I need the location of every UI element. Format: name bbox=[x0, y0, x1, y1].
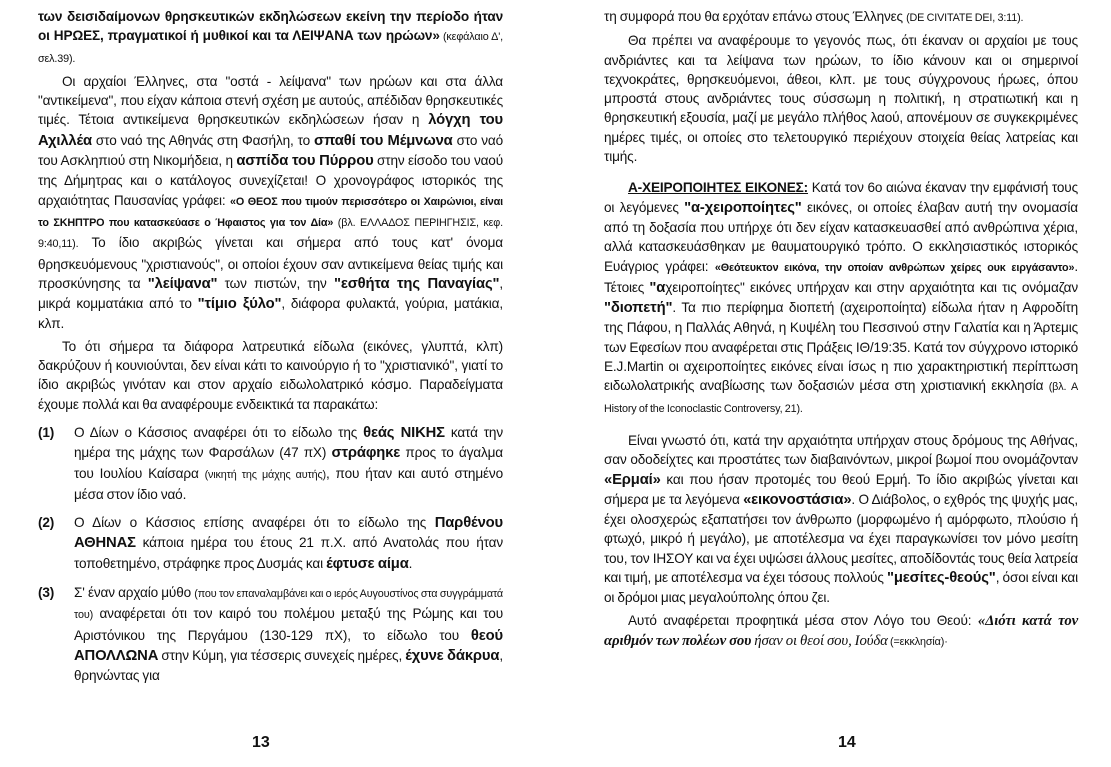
page-number: 13 bbox=[252, 734, 270, 751]
right-paragraph-4 bbox=[604, 611, 1078, 653]
text-run: "λείψανα" bbox=[147, 275, 218, 292]
text-run: "διοπετή" bbox=[604, 300, 673, 317]
text-run: "μεσίτες-θεούς" bbox=[886, 570, 996, 587]
text-run: , που ήταν και αυτό στημένο μέσα στον ίδιο ναό. bbox=[74, 465, 503, 502]
text-run: έφτυσε αίμα bbox=[326, 555, 409, 572]
text-run: «Θεότευκτον εικόνα, την οποίαν ανθρώπων χείρες ουκ ειργάσαντο» bbox=[714, 261, 1075, 274]
text-run: «Ο ΘΕΟΣ που τιμούν περισσότερο οι Χαιρώνιοι, είναι το ΣΚΗΠΤΡΟ που κατασκεύασε ο Ήφαιστος για τον Δία» bbox=[38, 195, 504, 229]
text-run: , όσοι είναι και οι δρόμοι μιας μεγαλούπολης όπου ζει. bbox=[604, 570, 1079, 606]
text-run: "α-χειροποίητες" bbox=[684, 199, 802, 216]
text-run: Το ότι σήμερα τα διάφορα λατρευτικά είδωλα (εικόνες, γλυπτά, κλπ) δακρύζουν ή κουνιούνται, δεν είναι κάτι το καινούργιο ή το "χριστιανικό", γιατί το ίδιο ακριβώς γινόταν και στον αρχαίο ειδωλολατρικό κόσμο. Παραδείγματα έχουμε πολλά και θα αναφέρουμε ενδεικτικά τα παρακάτω: bbox=[38, 338, 503, 412]
left-page bbox=[38, 0, 503, 767]
text-run: Παρθένου ΑΘΗΝΑΣ bbox=[74, 515, 503, 552]
text-run: ήσαν οι θεοί σου, Ιούδα bbox=[751, 632, 888, 649]
text-run: στην Κύμη, για τέσσερις συνεχείς ημέρες, bbox=[158, 647, 406, 663]
text-run: . Τέτοιες bbox=[604, 258, 1078, 295]
right-paragraph-1 bbox=[604, 31, 1078, 166]
left-paragraph-2 bbox=[38, 337, 503, 414]
text-run: θεού ΑΠΟΛΛΩΝΑ bbox=[74, 627, 503, 664]
text-run: (κεφάλαιο Δ', σελ.39). bbox=[38, 31, 503, 65]
text-run: . Ο Διάβολος, ο εχθρός της ψυχής μας, έχει ολοσχερώς εξαπατήσει τον άνθρωπο (μορφωμένο ή αμόρφωτο, πλούσιο ή φτωχό, μικρό ή μεγάλο), με αποτέλεσμα να έχει παραγκωνίσει τον μόνο μεσίτη του, τον ΙΗΣΟΥ και να έχει υψώσει άλλους μεσίτες, αποδίδοντάς τους θεία λατρεία και τιμή, με αποτέλεσμα να έχει τόσους πολλούς bbox=[604, 491, 1078, 586]
text-run: προς το άγαλμα του Ιουλίου Καίσαρα bbox=[74, 445, 504, 481]
list-item bbox=[38, 513, 503, 574]
text-run: "τίμιο ξύλο" bbox=[197, 296, 282, 313]
text-run: χειροποίητες" εικόνες υπήρχαν και στην αρχαιότητα και τις ονόμαζαν bbox=[665, 279, 1078, 295]
text-run: «Διότι κατά τον αριθμόν των πολέων σου bbox=[604, 612, 1078, 649]
text-run: αναφέρεται ότι τον καιρό του πολέμου μεταξύ της Ρώμης και του Αριστόνικου της Περγάμου (130-129 πΧ), το είδωλο του bbox=[74, 606, 503, 643]
text-run: Ο Δίων ο Κάσσιος επίσης αναφέρει ότι το είδωλο της bbox=[74, 515, 435, 531]
page-number: 14 bbox=[838, 734, 856, 751]
text-run: (νικητή της μάχης αυτής) bbox=[204, 468, 326, 481]
text-run: (DE CIVITATE DEI, 3:11). bbox=[906, 12, 1024, 24]
left-paragraph-1 bbox=[38, 72, 503, 334]
text-run: . bbox=[408, 555, 413, 571]
list-item-number: (1) bbox=[38, 424, 55, 440]
text-run: και που ήσαν προτομές του θεού Ερμή. Το ίδιο ακριβώς γίνεται και σήμερα με τα λεγόμενα bbox=[604, 471, 1078, 507]
text-run: Αυτό αναφέρεται προφητικά μέσα στον Λόγο του Θεού: bbox=[628, 612, 978, 628]
text-run: Κατά τον 6ο αιώνα έκαναν την εμφάνισή τους οι λεγόμενες bbox=[604, 180, 1078, 215]
text-run: Οι αρχαίοι Έλληνες, στα "οστά - λείψανα" των ηρώων και στα άλλα "αντικείμενα", που είχαν κάποια στενή σχέση με αυτούς, απέδιδαν θρησκευτικές τιμές. Τέτοια αντικείμενα θρησκευτικών εκδηλώσεων ήσαν η bbox=[38, 73, 503, 128]
right-page-text bbox=[604, 7, 1078, 652]
text-run: (=εκκλησία)· bbox=[887, 635, 948, 648]
right-page bbox=[604, 0, 1078, 767]
text-run: Είναι γνωστό ότι, κατά την αρχαιότητα υπήρχαν στους δρόμους της Αθήνας, σαν οδοδείχτες και προστάτες των διαβαινόντων, μικροί βωμοί που ονομάζονταν bbox=[604, 432, 1078, 468]
list-item-text bbox=[74, 583, 503, 685]
list-item-text bbox=[74, 423, 503, 504]
text-run: Α-ΧΕΙΡΟΠΟΙΗΤΕΣ ΕΙΚΟΝΕΣ: bbox=[628, 180, 809, 196]
text-run: . Τα πιο περίφημα διοπετή (αχειροποίητα) είδωλα ήταν η Αφροδίτη της Πάφου, η Παλλάς Αθηνά, η Κυψέλη του Πεσσινού στην Γαλατία και η Άρτεμις των Εφεσίων που αναφέρεται στις Πράξεις ΙΘ/19:35. Κατά τον σύγχρονο ιστορικό E.J.Martin οι αχειροποίητες εικόνες είναι ίσως η πιο χαρακτηριστική περίπτωση ειδωλολατρικής αναβίωσης των δοξασιών μέσα στη χριστιανική εκκλησία bbox=[604, 300, 1078, 394]
list-item bbox=[38, 423, 503, 504]
text-run: , θρηνώντας για bbox=[74, 647, 503, 684]
text-run: (βλ. A History of the Iconoclastic Controversy, 21). bbox=[604, 381, 1078, 415]
text-run: στην είσοδο του ναού της Δήμητρας και ο κατάλογος συνεχίζεται! Ο χρονογράφος ιστορικός της αρχαιότητας Παυσανίας γράφει: bbox=[38, 153, 503, 208]
right-paragraph-3 bbox=[604, 431, 1078, 608]
text-run: λόγχη του Αχιλλέα bbox=[38, 112, 503, 149]
text-run: των πιστών, την bbox=[217, 275, 334, 291]
right-paragraph-2 bbox=[604, 178, 1078, 419]
text-run: (βλ. ΕΛΛΑΔΟΣ ΠΕΡΙΗΓΗΣΙΣ, κεφ. 9:40,11). bbox=[38, 216, 503, 251]
text-run: «εικονοστάσια» bbox=[743, 491, 852, 508]
text-run: σπαθί του Μέμνωνα bbox=[314, 132, 453, 149]
text-run: στο ναό της Αθηνάς στη Φασήλη, το bbox=[91, 132, 315, 148]
list-item-number: (2) bbox=[38, 515, 55, 531]
left-top-quote bbox=[38, 7, 503, 69]
list-item-number: (3) bbox=[38, 585, 55, 601]
text-run: Σ' έναν αρχαίο μύθο bbox=[74, 585, 195, 601]
text-run: έχυνε δάκρυα bbox=[405, 647, 500, 664]
text-run: "α bbox=[649, 279, 666, 296]
text-run: Ο Δίων ο Κάσσιος αναφέρει ότι το είδωλο της bbox=[74, 424, 364, 440]
list-item-text bbox=[74, 513, 503, 574]
text-run: στο ναό του Ασκληπιού στη Νικομήδεια, η bbox=[38, 132, 504, 169]
left-page-text bbox=[38, 7, 503, 686]
text-run: θεάς ΝΙΚΗΣ bbox=[363, 424, 445, 441]
text-run: , διάφορα φυλακτά, γούρια, ματάκια, κλπ. bbox=[38, 296, 503, 332]
right-top-text bbox=[604, 7, 1078, 28]
text-run: κάποια ημέρα του έτους 21 π.Χ. από Ανατολάς που ήταν τοποθετημένο, στράφηκε προς Δυσμάς και bbox=[74, 535, 503, 571]
text-run: εικόνες, οι οποίες έλαβαν αυτή την ονομασία από τη δοξασία που υπήρχε ότι δεν είχαν κατασκευασθεί από ανθρώπινα χέρια, αλλά κατασκευάσθηκαν με θαυματουργικό τρόπο. Ο εκκλησιαστικός ιστορικός Ευάγριος γράφει: bbox=[604, 199, 1078, 274]
text-run: ασπίδα του Πύρρου bbox=[236, 153, 374, 170]
text-run: κατά την ημέρα της μάχης των Φαρσάλων (47 πΧ) bbox=[74, 424, 503, 461]
text-run: (που τον επαναλαμβάνει και ο ιερός Αυγουστίνος στα συγγράμματά του) bbox=[74, 588, 504, 622]
text-run: Θα πρέπει να αναφέρουμε το γεγονός πως, ότι έκαναν οι αρχαίοι με τους ανδριάντες και τα λείψανα των ηρώων, το ίδιο κάνουν και οι σημερινοί τεχνοκράτες, θρησκευόμενοι, άθεοι, κλπ. με τους σύγχρονους ήρωες, όπου μπροστά στους ανδριάντες τους σύσσωμη η πολιτική, η στρατιωτική και η θρησκευτική εξουσία, μαζί με μεγάλο πλήθος λαού, απονέμουν σε συγκεκριμένες ημέρες τιμές, οι οποίες στο τελετουργικό περιέχουν στοιχεία θείας λατρείας και τιμής. bbox=[604, 33, 1078, 165]
text-run: των δεισιδαίμονων θρησκευτικών εκδηλώσεων εκείνη την περίοδο ήταν οι ΗΡΩΕΣ, πραγματικοί ή μυθικοί και τα ΛΕΙΨΑΝΑ των ηρώων» bbox=[38, 9, 503, 44]
list-item bbox=[38, 583, 503, 685]
text-run: «Ερμαί» bbox=[604, 471, 661, 488]
text-run: "εσθήτα της Παναγίας" bbox=[333, 275, 500, 292]
text-run: τη συμφορά που θα ερχόταν επάνω στους Έλληνες bbox=[604, 9, 907, 24]
text-run: στράφηκε bbox=[331, 445, 401, 462]
text-run: Το ίδιο ακριβώς γίνεται και σήμερα από τους κατ' όνομα θρησκευόμενους "χριστιανούς", οι οποίοι έχουν σαν αντικείμενα θείας τιμής και προσκύνησης τα bbox=[38, 235, 503, 291]
text-run: , μικρά κομματάκια από το bbox=[38, 275, 504, 312]
